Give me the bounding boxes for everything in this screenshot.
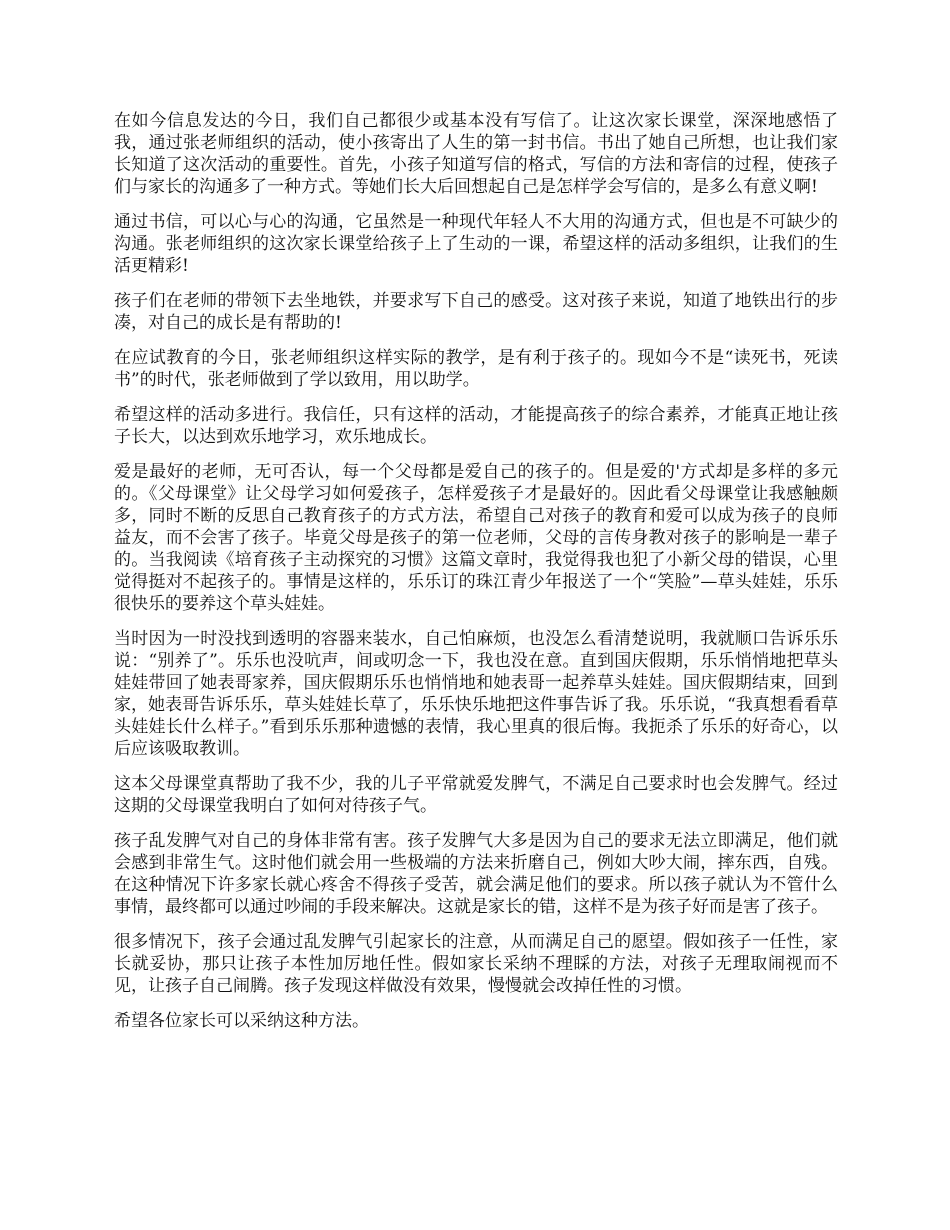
paragraph-6: 爱是最好的老师，无可否认，每一个父母都是爱自己的孩子的。但是爱的'方式却是多样的多元的。《父母课堂》让父母学习如何爱孩子，怎样爱孩子才是最好的。因此看父母课堂让我感触颇多，同时不断的反思自己教育孩子的方式方法，希望自己对孩子的教育和爱可以成为孩子的良师益友，而不会害了孩子。毕竟父母是孩子的第一位老师，父母的言传身教对孩子的影响是一辈子的。当我阅读《培育孩子主动探究的习惯》这篇文章时，我觉得我也犯了小新父母的错误，心里觉得挺对不起孩子的。事情是这样的，乐乐订的珠江青少年报送了一个“笑脸”—草头娃娃，乐乐很快乐的要养这个草头娃娃。 bbox=[114, 462, 838, 614]
paragraph-10: 很多情况下，孩子会通过乱发脾气引起家长的注意，从而满足自己的愿望。假如孩子一任性，家长就妥协，那只让孩子本性加厉地任性。假如家长采纳不理睬的方法，对孩子无理取闹视而不见，让孩子自己闹腾。孩子发现这样做没有效果，慢慢就会改掉任性的习惯。 bbox=[114, 932, 838, 996]
paragraph-8: 这本父母课堂真帮助了我不少，我的儿子平常就爱发脾气，不满足自己要求时也会发脾气。经过这期的父母课堂我明白了如何对待孩子气。 bbox=[114, 774, 838, 816]
paragraph-11: 希望各位家长可以采纳这种方法。 bbox=[114, 1011, 369, 1031]
paragraph-3: 孩子们在老师的带领下去坐地铁，并要求写下自己的感受。这对孩子来说，知道了地铁出行的步凑，对自己的成长是有帮助的! bbox=[114, 291, 838, 333]
paragraph-7: 当时因为一时没找到透明的容器来装水，自己怕麻烦，也没怎么看清楚说明，我就顺口告诉乐乐说：“别养了”。乐乐也没吭声，间或叨念一下，我也没在意。直到国庆假期，乐乐悄悄地把草头娃娃带回了她表哥家养，国庆假期乐乐也悄悄地和她表哥一起养草头娃娃。国庆假期结束，回到家，她表哥告诉乐乐，草头娃娃长草了，乐乐快乐地把这件事告诉了我。乐乐说，“我真想看看草头娃娃长什么样子。”看到乐乐那种遗憾的表情，我心里真的很后悔。我扼杀了乐乐的好奇心，以后应该吸取教训。 bbox=[114, 629, 838, 759]
paragraph-1: 在如今信息发达的今日，我们自己都很少或基本没有写信了。让这次家长课堂，深深地感悟了我，通过张老师组织的活动，使小孩寄出了人生的第一封书信。书出了她自己所想，也让我们家长知道了这次活动的重要性。首先，小孩子知道写信的格式，写信的方法和寄信的过程，使孩子们与家长的沟通多了一种方式。等她们长大后回想起自己是怎样学会写信的，是多么有意义啊! bbox=[114, 111, 838, 197]
paragraph-9: 孩子乱发脾气对自己的身体非常有害。孩子发脾气大多是因为自己的要求无法立即满足，他们就会感到非常生气。这时他们就会用一些极端的方法来折磨自己，例如大吵大闹，摔东西，自残。在这种情况下许多家长就心疼舍不得孩子受苦，就会满足他们的要求。所以孩子就认为不管什么事情，最终都可以通过吵闹的手段来解决。这就是家长的错，这样不是为孩子好而是害了孩子。 bbox=[114, 831, 838, 917]
paragraph-5: 希望这样的活动多进行。我信任，只有这样的活动，才能提高孩子的综合素养，才能真正地让孩子长大，以达到欢乐地学习，欢乐地成长。 bbox=[114, 405, 838, 447]
paragraph-4: 在应试教育的今日，张老师组织这样实际的教学，是有利于孩子的。现如今不是“读死书，死读书”的时代，张老师做到了学以致用，用以助学。 bbox=[114, 348, 838, 390]
paragraph-2: 通过书信，可以心与心的沟通，它虽然是一种现代年轻人不大用的沟通方式，但也是不可缺少的沟通。张老师组织的这次家长课堂给孩子上了生动的一课，希望这样的活动多组织，让我们的生活更精彩! bbox=[114, 212, 838, 276]
document-body bbox=[114, 110, 838, 1045]
